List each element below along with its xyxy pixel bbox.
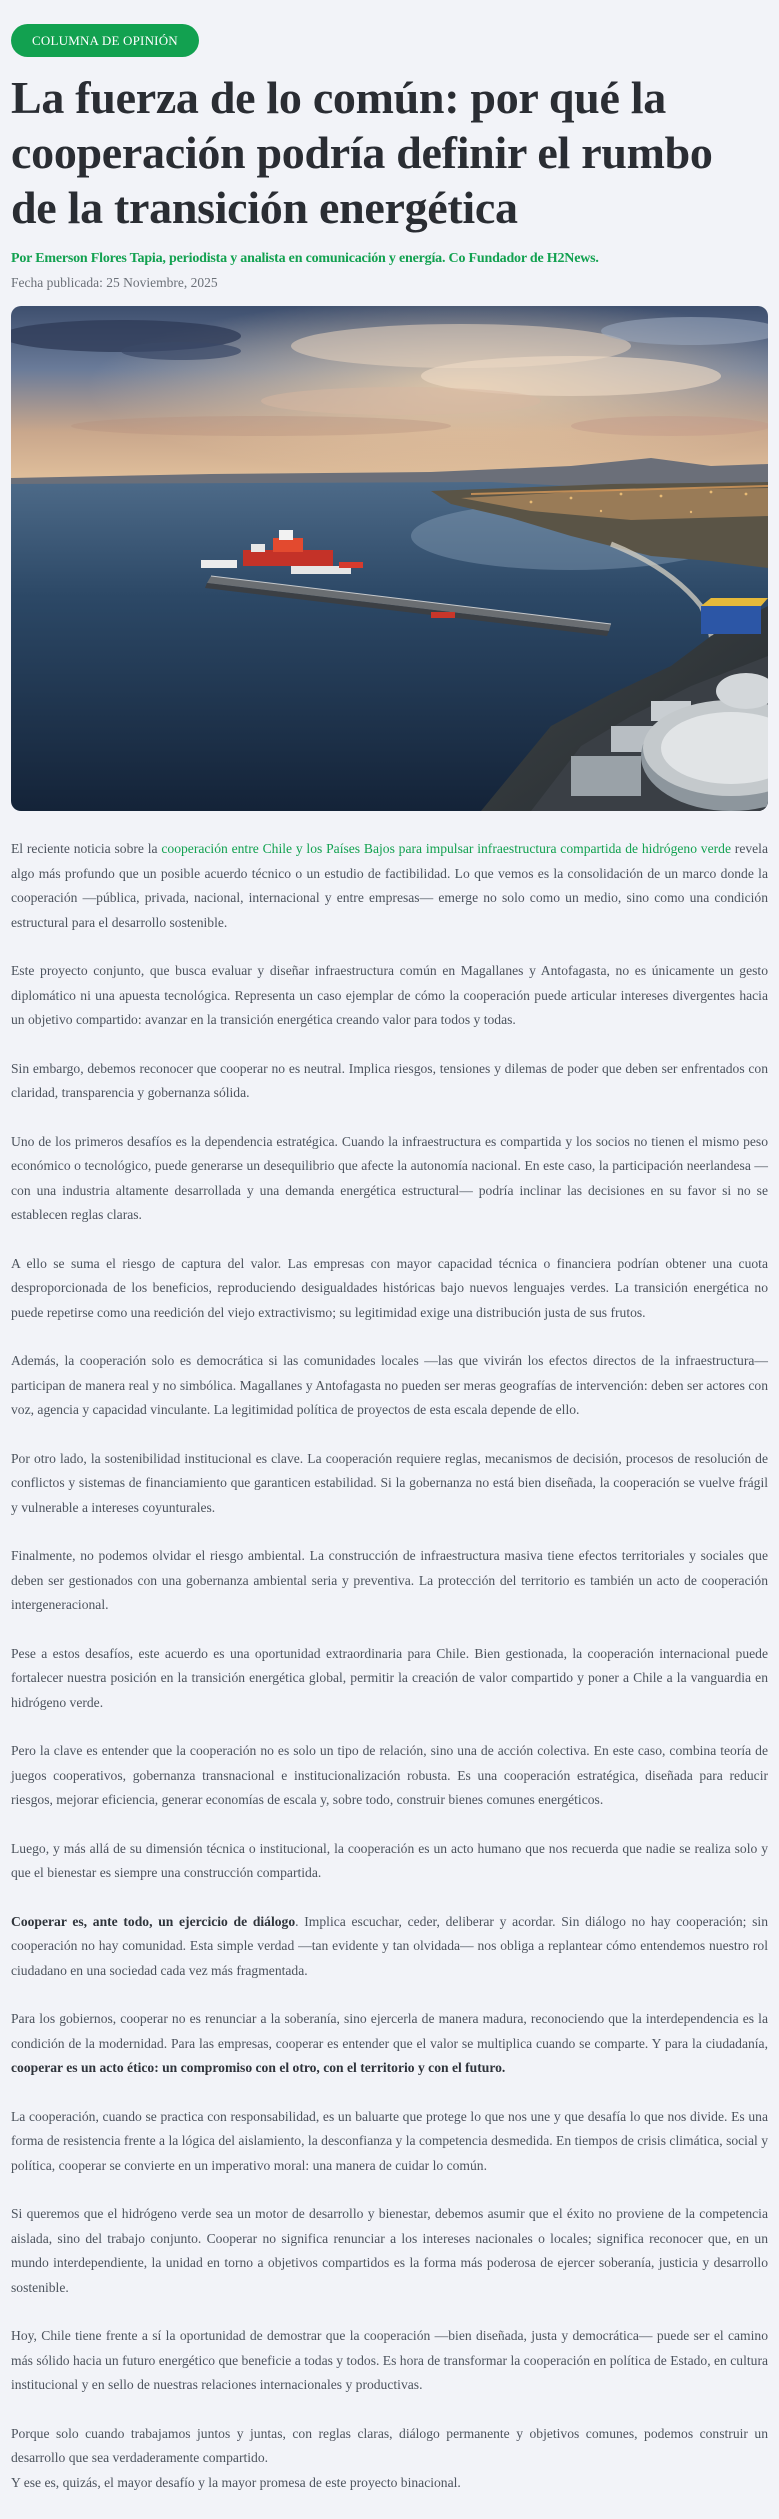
paragraph-17: Porque solo cuando trabajamos juntos y juntas, con reglas claras, diálogo permanente y objetivos comunes, podemos construir un desarrollo que sea verdaderamente compartido. (11, 2425, 768, 2465)
article-body (11, 837, 768, 2495)
paragraph-14: La cooperación, cuando se practica con responsabilidad, es un baluarte que protege lo que nos une y que desafía lo que nos divide. Es una forma de resistencia frente a la lógica del aislamiento, la desconfianza y la competencia desmedida. En tiempos de crisis climática, social y política, cooperar se convierte en un imperativo moral: una manera de cuidar lo común. (11, 2108, 768, 2173)
paragraph-15: Si queremos que el hidrógeno verde sea un motor de desarrollo y bienestar, debemos asumir que el éxito no proviene de la competencia aislada, sino del trabajo conjunto. Cooperar no significa renunciar a los intereses nacionales o locales; significa reconocer que, en un mundo interdependiente, la unidad en torno a objetivos compartidos es la forma más poderosa de ejercer soberanía, justicia y desarrollo sostenible. (11, 2206, 768, 2295)
paragraph-9: Pese a estos desafíos, este acuerdo es una oportunidad extraordinaria para Chile. Bien gestionada, la cooperación internacional puede fortalecer nuestra posición en la transición energética global, permitir la creación de valor compartido y poner a Chile a la vanguardia en hidrógeno verde. (11, 1645, 768, 1710)
paragraph-text: Para los gobiernos, cooperar no es renunciar a la soberanía, sino ejercerla de manera madura, reconociendo que la interdependencia es la condición de la modernidad. Para las empresas, cooperar es entender que el valor se multiplica cuando se comparte. Y para la ciudadanía, (11, 2011, 768, 2051)
paragraph-4: Uno de los primeros desafíos es la dependencia estratégica. Cuando la infraestructura es compartida y los socios no tienen el mismo peso económico o tecnológico, puede generarse un desequilibrio que afecte la autonomía nacional. En este caso, la participación neerlandesa —con una industria altamente desarrollada y una demanda energética estructural— podría inclinar las decisiones en su favor si no se establecen reglas claras. (11, 1133, 768, 1222)
emphasis-text: Cooperar es, ante todo, un ejercicio de diálogo (11, 1913, 296, 1929)
harbor-aerial-photo (11, 306, 768, 811)
paragraph-16: Hoy, Chile tiene frente a sí la oportunidad de demostrar que la cooperación —bien diseñada, justa y democrática— puede ser el camino más sólido hacia un futuro energético que beneficie a todas y todos. Es hora de transformar la cooperación en política de Estado, en cultura institucional y en sello de nuestras relaciones internacionales y productivas. (11, 2328, 768, 2392)
paragraph-10: Pero la clave es entender que la cooperación no es solo un tipo de relación, sino una de acción colectiva. En este caso, combina teoría de juegos cooperativos, gobernanza transnacional e institucionalización robusta. Es una cooperación estratégica, diseñada para reducir riesgos, mejorar eficiencia, generar economías de escala y, sobre todo, construir bienes comunes energéticos. (11, 1743, 768, 1807)
cooperation-news-link[interactable]: cooperación entre Chile y los Países Bajos para impulsar infraestructura compartida de hidrógeno verde (161, 841, 731, 856)
paragraph-3: Sin embargo, debemos reconocer que cooperar no es neutral. Implica riesgos, tensiones y dilemas de poder que deben ser enfrentados con claridad, transparencia y gobernanza sólida. (11, 1060, 768, 1100)
publish-date: Fecha publicada: 25 Noviembre, 2025 (11, 275, 218, 290)
paragraph-18: Y ese es, quizás, el mayor desafío y la mayor promesa de este proyecto binacional. (11, 2474, 461, 2490)
hero-image (11, 306, 768, 811)
paragraph-1 (11, 837, 768, 935)
paragraph-5: A ello se suma el riesgo de captura del valor. Las empresas con mayor capacidad técnica o financiera podrían obtener una cuota desproporcionada de los beneficios, reproduciendo desigualdades históricas bajo nuevos lenguajes verdes. La transición energética no puede repetirse como una reedición del viejo extractivismo; su legitimidad exige una distribución justa de sus frutos. (11, 1255, 768, 1320)
paragraph-text: El reciente noticia sobre la (11, 841, 162, 856)
paragraph-text: . Implica escuchar, ceder, deliberar y acordar. Sin diálogo no hay cooperación; sin cooperación no hay comunidad. Esta simple verdad —tan evidente y tan olvidada— nos obliga a replantear cómo entendemos nuestro rol ciudadano en una sociedad cada vez más fragmentada. (11, 1913, 768, 1978)
paragraph-2: Este proyecto conjunto, que busca evaluar y diseñar infraestructura común en Magallanes y Antofagasta, no es únicamente un gesto diplomático ni una apuesta tecnológica. Representa un caso ejemplar de cómo la cooperación puede articular intereses divergentes hacia un objetivo compartido: avanzar en la transición energética creando valor para todos y todas. (11, 963, 768, 1027)
paragraph-text: revela algo más profundo que un posible acuerdo técnico o un estudio de factibilidad. Lo que vemos es la consolidación de un marco donde la cooperación —pública, privada, nacional, internacional y entre empresas— emerge no solo como un medio, sino como una condición estructural para el desarrollo sostenible. (11, 841, 768, 930)
paragraph-13 (11, 2007, 768, 2081)
author-byline: Por Emerson Flores Tapia, periodista y analista en comunicación y energía. Co Fundador de H2News. (11, 251, 599, 266)
paragraph-8: Finalmente, no podemos olvidar el riesgo ambiental. La construcción de infraestructura masiva tiene efectos territoriales y sociales que deben ser gestionados con una gobernanza ambiental seria y preventiva. La protección del territorio es también un acto de cooperación intergeneracional. (11, 1548, 768, 1612)
paragraph-11: Luego, y más allá de su dimensión técnica o institucional, la cooperación es un acto humano que nos recuerda que nadie se realiza solo y que el bienestar es siempre una construcción compartida. (11, 1840, 768, 1880)
emphasis-text: cooperar es un acto ético: un compromiso con el otro, con el territorio y con el futuro. (11, 2060, 506, 2075)
category-badge[interactable]: COLUMNA DE OPINIÓN (11, 24, 199, 57)
paragraph-12 (11, 1910, 768, 1984)
article-title: La fuerza de lo común: por qué la cooperación podría definir el rumbo de la transición energética (11, 72, 713, 233)
paragraph-6: Además, la cooperación solo es democrática si las comunidades locales —las que vivirán los efectos directos de la infraestructura— participan de manera real y no simbólica. Magallanes y Antofagasta no pueden ser meras geografías de intervención: deben ser actores con voz, agencia y capacidad vinculante. La legitimidad política de proyectos de esta escala depende de ello. (11, 1353, 768, 1417)
paragraph-7: Por otro lado, la sostenibilidad institucional es clave. La cooperación requiere reglas, mecanismos de decisión, procesos de resolución de conflictos y sistemas de financiamiento que garanticen estabilidad. Si la gobernanza no está bien diseñada, la cooperación se vuelve frágil y vulnerable a intereses coyunturales. (11, 1450, 768, 1515)
